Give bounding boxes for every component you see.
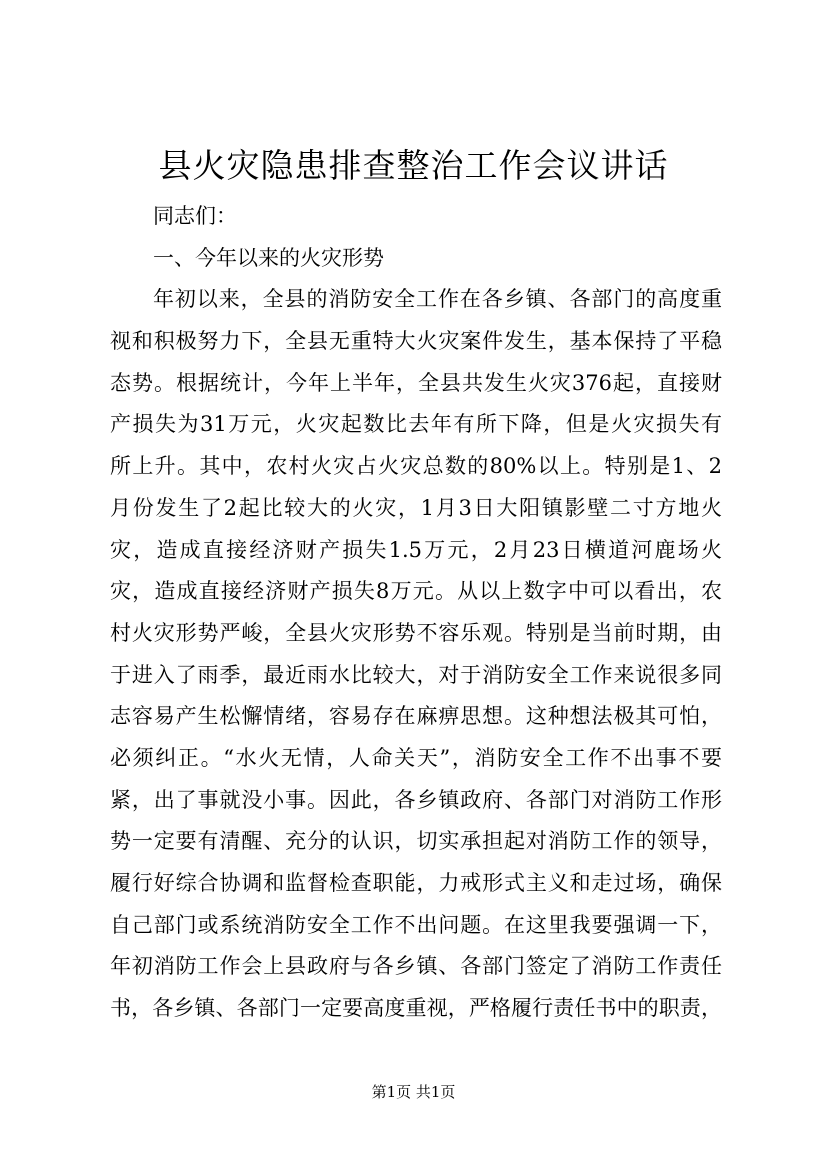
document-body — [110, 196, 722, 1030]
page-number-footer: 第1页 共1页 — [371, 1083, 456, 1101]
section-heading: 一、今年以来的火灾形势 — [153, 245, 384, 270]
paragraph-line: 灾，造成直接经济财产损失1.5万元，2月23日横道河鹿场火 — [110, 537, 722, 562]
paragraph-line: 必须纠正。“水火无情，人命关天”，消防安全工作不出事不要 — [110, 745, 722, 770]
paragraph-line: 于进入了雨季，最近雨水比较大，对于消防安全工作来说很多同 — [110, 662, 722, 687]
salutation-line: 同志们： — [153, 204, 237, 228]
paragraph-line: 势一定要有清醒、充分的认识，切实承担起对消防工作的领导， — [110, 829, 722, 854]
paragraph-line: 年初消防工作会上县政府与各乡镇、各部门签定了消防工作责任 — [110, 954, 722, 979]
paragraph-line: 月份发生了2起比较大的火灾，1月3日大阳镇影壁二寸方地火 — [110, 495, 722, 520]
paragraph-line: 所上升。其中，农村火灾占火灾总数的80%以上。特别是1、2 — [110, 454, 722, 479]
paragraph-line: 紧，出了事就没小事。因此，各乡镇政府、各部门对消防工作形 — [110, 787, 722, 812]
paragraph-line: 视和积极努力下，全县无重特大火灾案件发生，基本保持了平稳 — [110, 329, 722, 354]
document-title: 县火灾隐患排查整治工作会议讲话 — [158, 146, 669, 185]
paragraph-line: 村火灾形势严峻，全县火灾形势不容乐观。特别是当前时期，由 — [110, 620, 722, 645]
paragraph-line: 志容易产生松懈情绪，容易存在麻痹思想。这种想法极其可怕， — [110, 704, 722, 729]
paragraph-line: 灾，造成直接经济财产损失8万元。从以上数字中可以看出，农 — [110, 579, 722, 604]
paragraph-line: 年初以来，全县的消防安全工作在各乡镇、各部门的高度重 — [153, 287, 722, 312]
paragraph-line: 产损失为31万元，火灾起数比去年有所下降，但是火灾损失有 — [110, 412, 722, 437]
paragraph-line: 履行好综合协调和监督检查职能，力戒形式主义和走过场，确保 — [110, 871, 722, 895]
paragraph-line: 书，各乡镇、各部门一定要高度重视，严格履行责任书中的职责， — [110, 996, 722, 1021]
paragraph-line: 态势。根据统计，今年上半年，全县共发生火灾376起，直接财 — [110, 370, 722, 395]
paragraph-line: 自己部门或系统消防安全工作不出问题。在这里我要强调一下， — [110, 912, 722, 937]
